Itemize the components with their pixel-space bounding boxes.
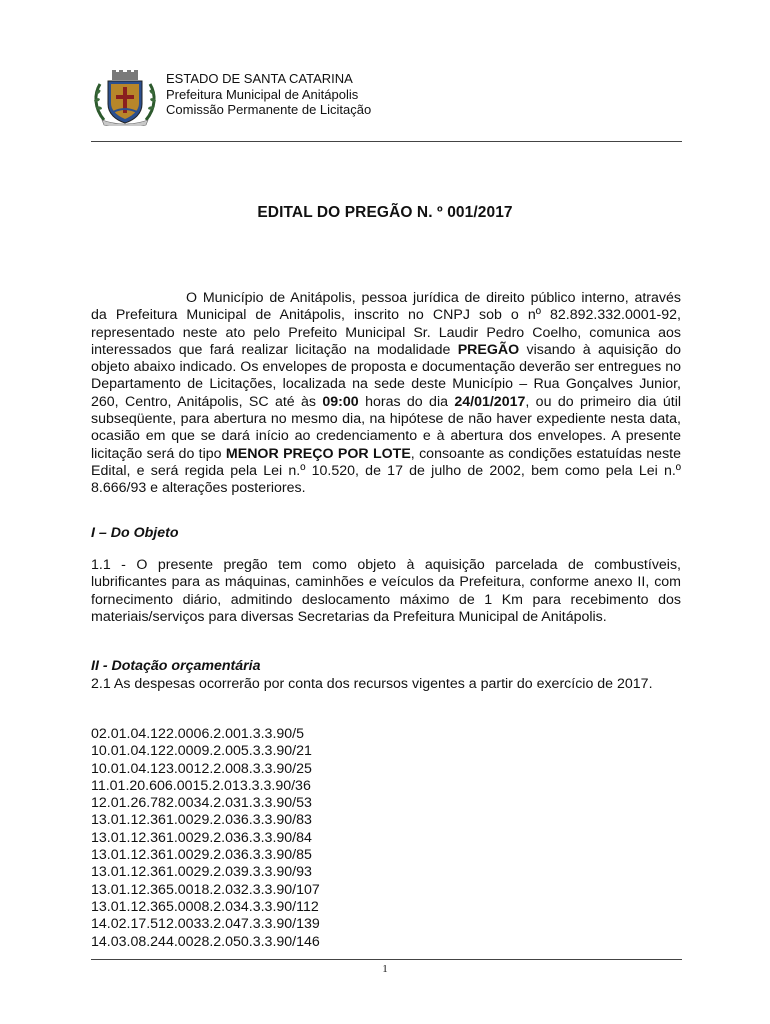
type-bold: MENOR PREÇO POR LOTE	[225, 445, 411, 462]
coat-of-arms-icon	[92, 70, 158, 126]
state-name: ESTADO DE SANTA CATARINA	[166, 71, 353, 86]
list-item: 12.01.26.782.0034.2.031.3.3.90/53	[91, 795, 312, 812]
list-item: 13.01.12.365.0008.2.034.3.3.90/112	[91, 898, 319, 915]
list-item: 13.01.12.361.0029.2.036.3.3.90/83	[91, 812, 312, 829]
list-item: 13.01.12.361.0029.2.036.3.3.90/84	[91, 829, 312, 846]
list-item: 13.01.12.365.0018.2.032.3.3.90/107	[91, 881, 320, 898]
list-item: 10.01.04.122.0009.2.005.3.3.90/21	[91, 743, 312, 760]
list-item: 14.03.08.244.0028.2.050.3.3.90/146	[91, 933, 320, 950]
section-2-heading: II - Dotação orçamentária	[91, 658, 261, 674]
letterhead	[166, 71, 371, 118]
budget-codes-list	[91, 726, 320, 951]
list-item: 14.02.17.512.0033.2.047.3.3.90/139	[91, 916, 320, 933]
footer-divider	[91, 959, 682, 960]
section-1-text: 1.1 - O presente pregão tem como objeto à aquisição parcelada de combustíveis, lubrificantes para as máquinas, caminhões e veículos da Prefeitura, conforme anexo II, com fornecimento diário, admitindo deslocamento máximo de 1 Km para recebimento dos materiais/serviços para diversas Secretarias da Prefeitura Municipal de Anitápolis.	[91, 557, 681, 625]
header-divider	[91, 141, 682, 142]
modality-bold: PREGÃO	[457, 341, 520, 358]
prefecture-name: Prefeitura Municipal de Anitápolis	[166, 86, 359, 102]
commission-name: Comissão Permanente de Licitação	[166, 102, 372, 117]
section-1-heading: I – Do Objeto	[91, 525, 179, 541]
list-item: 11.01.20.606.0015.2.013.3.3.90/36	[91, 777, 311, 794]
list-item: 13.01.12.361.0029.2.039.3.3.90/93	[91, 864, 312, 881]
document-title: EDITAL DO PREGÃO N. º 001/2017	[257, 204, 513, 221]
time-bold: 09:00	[322, 393, 359, 410]
list-item: 13.01.12.361.0029.2.036.3.3.90/85	[91, 847, 312, 864]
intro-paragraph: O Município de Anitápolis, pessoa jurídica de direito público interno, através da Prefeitura Municipal de Anitápolis, inscrito no CNPJ sob o nº 82.892.332.0001-92, representado neste ato pelo Prefeito Municipal Sr. Laudir Pedro Coelho, comunica aos interessados que fará realizar licitação na modalidade PREGÃO visando à aquisição do objeto abaixo indicado. Os envelopes de proposta e documentação deverão ser entregues no Departamento de Licitações, localizada na sede deste Município – Rua Gonçalves Junior, 260, Centro, Anitápolis, SC até às 09:00 horas do dia 24/01/2017, ou do primeiro dia útil subseqüente, para abertura no mesmo dia, na hipótese de não haver expediente nesta data, ocasião em que se dará início ao credenciamento e à abertura dos envelopes. A presente licitação será do tipo MENOR PREÇO POR LOTE, consoante as condições estatuídas neste Edital, e será regida pela Lei n.º 10.520, de 17 de julho de 2002, bem como pela Lei n.º 8.666/93 e alterações posteriores.	[91, 290, 681, 497]
section-2-text: 2.1 As despesas ocorrerão por conta dos recursos vigentes a partir do exercício de 2017.	[91, 676, 653, 692]
list-item: 02.01.04.122.0006.2.001.3.3.90/5	[91, 726, 305, 742]
date-bold: 24/01/2017	[454, 393, 526, 410]
page-number: 1	[382, 963, 388, 975]
list-item: 10.01.04.123.0012.2.008.3.3.90/25	[91, 760, 312, 777]
